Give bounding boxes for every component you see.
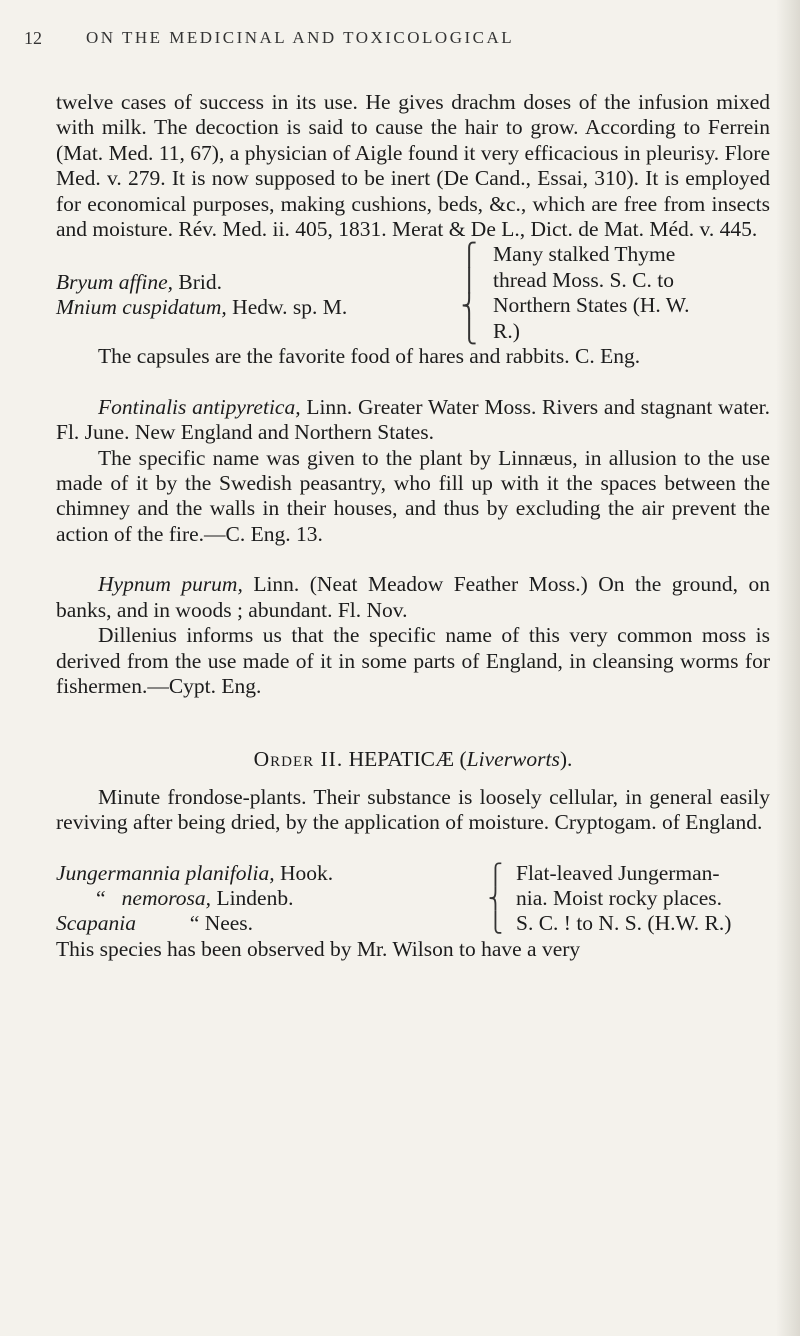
brace-icon: ⎧ ⎨ ⎩ [488,863,503,934]
species-line-2 [56,295,347,320]
page-number: 12 [24,28,42,48]
page-edge-shadow [776,0,800,1336]
species-authority: Hook. [274,860,334,885]
note-capsules: The capsules are the favorite food of hares and rabbits. C. Eng. [98,344,641,369]
order-name: HEPATICÆ [348,747,455,772]
common-name-line: Northern States (H. W. [493,293,690,318]
species-name: Bryum affine, [56,270,174,295]
order-common-name: Liverworts [466,747,560,772]
order-heading: Order II. HEPATICÆ (Liverworts). [253,747,573,772]
brace-icon: ⎧ ⎪ ⎨ ⎩ [461,242,478,344]
common-name-line: nia. Moist rocky places. [516,885,722,910]
entry-jungermannia [56,861,770,937]
common-name-line: thread Moss. S. C. to [493,267,674,292]
page-body [56,90,770,962]
note-jungermannia: This species has been observed by Mr. Wilson to have a very [56,936,581,961]
common-name-line: Many stalked Thyme [493,242,676,267]
note-hypnum: Dillenius informs us that the specific name of this very common moss is derived from the use made of it in some parts of England, in cleansing worms for fishermen.—Cypt. Eng. [56,623,770,698]
entry-bryum-affine [56,242,770,344]
common-name-line: R.) [493,318,520,343]
species-line-2 [96,886,293,911]
species-authority: Brid. [173,270,223,295]
running-title: ON THE MEDICINAL AND TOXICOLOGICAL [86,28,515,47]
species-authority: Lindenb. [211,885,294,910]
ditto-mark: “ [96,885,106,910]
order-description: Minute frondose-plants. Their substance is loosely cellular, in general easily reviving after being dried, by the application of moisture. Cryptogam. of England. [56,784,770,835]
species-name: Fontinalis antipyretica, [98,394,301,419]
entry-hypnum [56,572,770,623]
entry-fontinalis [56,395,770,446]
species-name: Jungermannia planifolia, [56,860,275,885]
common-name-line: Flat-leaved Jungerman- [516,860,720,885]
paragraph-infusion: twelve cases of success in its use. He gives drachm doses of the infusion mixed with milk. The decoction is said to cause the hair to grow. According to Ferrein (Mat. Med. 11, 67), a physician of Aigle found it very efficacious in pleurisy. Flore Med. v. 279. It is now supposed to be inert (De Cand., Essai, 310). It is employed for economical purposes, making cushions, beds, &c., which are free from insects and moisture. Rév. Med. ii. 405, 1831. Merat & De L., Dict. de Mat. Méd. v. 445. [56,90,770,242]
entry-text: Linn. (Neat Meadow Feather Moss.) On the ground, on banks, and in woods ; abundant. Fl. Nov. [56,572,770,622]
species-authority: “ Nees. [189,910,254,935]
species-name: Mnium cuspidatum, [56,295,227,320]
species-line-1 [56,861,333,886]
note-fontinalis: The specific name was given to the plant by Linnæus, in allusion to the use made of it by the Swedish peasantry, who fill up with it the spaces between the chimney and the walls in their houses, and thus by excluding the air prevent the action of the fire.—C. Eng. 13. [56,445,770,546]
species-name: nemorosa, [121,885,212,910]
genus-name: Scapania [56,910,137,935]
species-line-1 [56,270,222,295]
common-name-line: S. C. ! to N. S. (H.W. R.) [516,910,732,935]
order-label: Order II. [253,747,344,772]
species-authority: Hedw. sp. M. [226,295,348,320]
species-name: Hypnum purum, [98,572,243,597]
entry-text: Linn. Greater Water Moss. Rivers and stagnant water. Fl. June. New England and Northern States. [56,394,770,445]
species-line-3 [56,911,253,936]
